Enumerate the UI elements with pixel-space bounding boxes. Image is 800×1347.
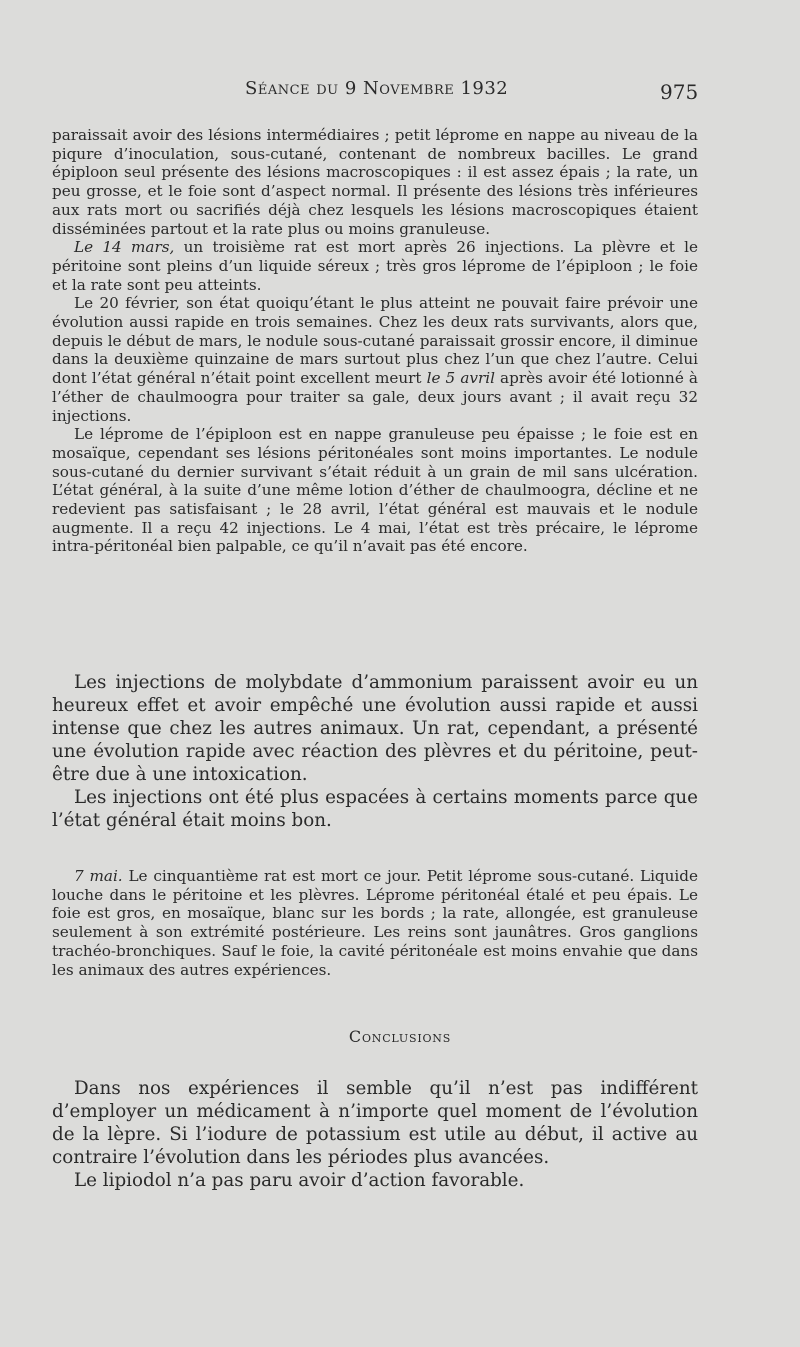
paragraph: paraissait avoir des lésions intermédiaires ; petit léprome en nappe au niveau de la piqure d’inoculation, sous-cutané, contenant de nombreux bacilles. Le grand épiploon seul présente des lésions macroscopiques : il est assez épais ; la rate, un peu grosse, et le foie sont d’aspect normal. Il présente des lésions très inférieures aux rats mort ou sacrifiés déjà chez lesquels les lésions macroscopiques étaient disséminées partout et la rate plus ou moins granuleuse. — [52, 126, 698, 238]
header-title: Séance du 9 Novembre 1932 — [245, 78, 509, 99]
page-number: 975 — [660, 80, 699, 104]
paragraph: 7 mai. Le cinquantième rat est mort ce jour. Petit léprome sous-cutané. Liquide louche dans le péritoine et les plèvres. Léprome péritonéal étalé et peu épais. Le foie est gros, en mosaïque, blanc sur les bords ; la rate, allongée, est granuleuse seulement à son extrémité postérieure. Les reins sont jaunâtres. Gros ganglions trachéo-bronchiques. Sauf le foie, la cavité péritonéale est moins envahie que dans les animaux des autres expériences. — [52, 867, 699, 979]
paragraph: Le 20 février, son état quoiqu’étant le plus atteint ne pouvait faire prévoir une évolution aussi rapide en trois semaines. Chez les deux rats survivants, alors que, depuis le début de mars, le nodule sous-cutané paraissait grossir encore, il diminue dans la deuxième quinzaine de mars surtout plus chez l’un que chez l’autre. Celui dont l’état général n’était point excellent meurt le 5 avril après avoir été lotionné à l’éther de chaulmoogra pour traiter sa gale, deux jours avant ; il avait reçu 32 injections. — [52, 294, 698, 425]
running-header — [0, 78, 800, 108]
paragraph: Le lipiodol n’a pas paru avoir d’action favorable. — [74, 1170, 525, 1191]
paragraph: Les injections ont été plus espacées à certains moments parce que l’état général était moins bon. — [52, 787, 698, 831]
date-label: le 5 avril — [426, 369, 495, 388]
paragraph: Dans nos expériences il semble qu’il n’est pas indifférent d’employer un médicament à n’importe quel moment de l’évolution de la lèpre. Si l’iodure de potassium est utile au début, il active au contraire l’évolution dans les périodes plus avancées. — [52, 1078, 698, 1168]
paragraph: Le léprome de l’épiploon est en nappe granuleuse peu épaisse ; le foie est en mosaïque, cependant ses lésions péritonéales sont moins importantes. Le nodule sous-cutané du dernier survivant s’était réduit à un grain de mil sans ulcération. L’état général, à la suite d’une même lotion d’éther de chaulmoogra, décline et ne redevient pas satisfaisant ; le 28 avril, l’état général est mauvais et le nodule augmente. Il a reçu 42 injections. Le 4 mai, l’état est très précaire, le léprome intra-péritonéal bien palpable, ce qu’il n’avait pas été encore. — [52, 425, 698, 556]
date-label: 7 mai. — [74, 867, 123, 885]
conclusions-heading: Conclusions — [348, 1027, 452, 1046]
summary-block — [52, 671, 698, 832]
paragraph: Le 14 mars, un troisième rat est mort après 26 injections. La plèvre et le péritoine sont pleins d’un liquide séreux ; très gros léprome de l’épiploon ; le foie et la rate sont peu atteints. — [52, 238, 698, 294]
case-notes-block — [52, 126, 698, 556]
paragraph: Les injections de molybdate d’ammonium paraissent avoir eu un heureux effet et avoir empêché une évolution aussi rapide et aussi intense que chez les autres animaux. Un rat, cependant, a présenté une évolution rapide avec réaction des plèvres et du péritoine, peut-être due à une intoxication. — [52, 672, 698, 785]
conclusions-block — [52, 1077, 698, 1192]
case-notes-block — [52, 867, 698, 979]
date-label: Le 14 mars, — [74, 238, 175, 257]
